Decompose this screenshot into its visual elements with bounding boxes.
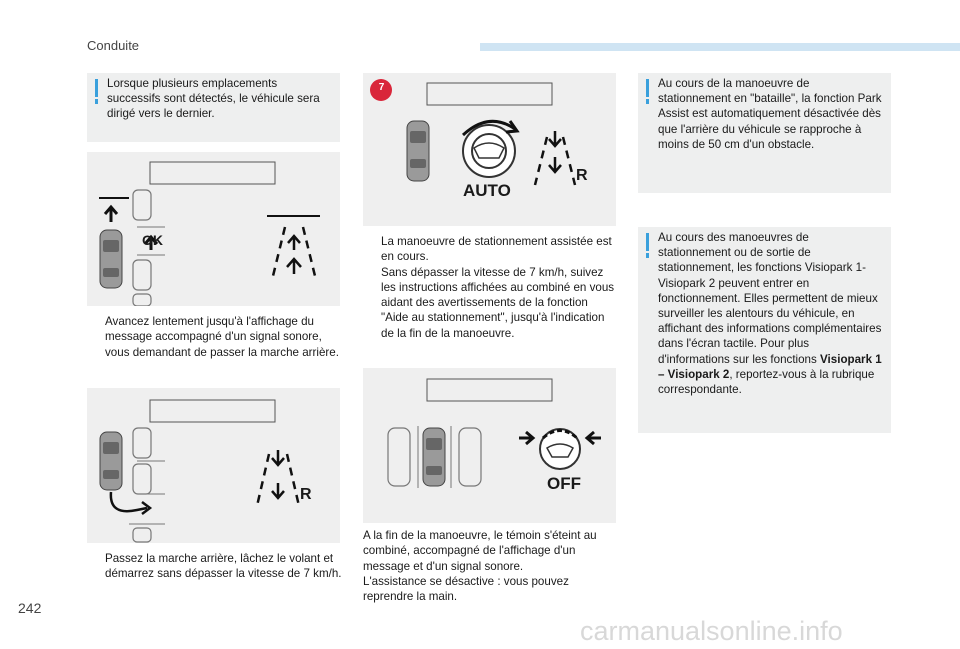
note-text-main: Au cours des manoeuvres de stationnement ou de sortie de stationnement, les fonctions Visiopark 1- Visiopark 2 peuvent entrer en fonctionnement. Elles permettent de mieux surveiller les alentours du véhicule, en affichant des informations complémentaires dans l'écran tactile. (658, 231, 882, 351)
note-text (658, 230, 883, 397)
note-text: Au cours de la manoeuvre de stationnement en "bataille", la fonction Park Assist est automatiquement désactivée dès que l'arrière du véhicule se rapproche à moins de 50 cm d'un obstacle. (658, 77, 882, 151)
step-text: Avancez lentement jusqu'à l'affichage du message accompagné d'un signal sonore, vous demandant de passer la marche arrière. (105, 315, 339, 359)
note-text: Lorsque plusieurs emplacements successifs sont détectés, le véhicule sera dirigé vers le dernier. (107, 77, 320, 121)
illustration-auto-steering (363, 73, 616, 226)
reverse-r-label: R (300, 486, 312, 503)
info-note-visiopark (638, 227, 891, 433)
step-text: Passez la marche arrière, lâchez le volant et démarrez sans dépasser la vitesse de 7 km/h. (105, 552, 342, 581)
info-icon-dot (646, 99, 649, 104)
note-text-end: , reportez-vous à la rubrique correspondante. (658, 367, 875, 397)
off-label: OFF (547, 474, 581, 493)
info-icon (646, 233, 649, 251)
step-number-badge: 7 (378, 82, 385, 93)
page-number: 242 (18, 600, 42, 616)
illustration-forward-ok (87, 152, 340, 306)
watermark: carmanualsonline.info (580, 616, 843, 646)
end-text-resume: L'assistance se désactive : vous pouvez reprendre la main. (363, 574, 569, 604)
end-of-maneuver-text (363, 528, 618, 604)
info-icon-dot (646, 253, 649, 258)
note-text-bold: Visiopark 1 – Visiopark 2 (658, 352, 882, 381)
illustration-reverse (87, 388, 340, 543)
info-icon (95, 79, 98, 97)
ok-label: OK (142, 232, 163, 248)
illustration-off (363, 368, 616, 523)
section-title: Conduite (87, 38, 140, 53)
info-icon-dot (95, 99, 98, 104)
info-note-battle-parking (638, 73, 891, 193)
step-text-detail: Sans dépasser la vitesse de 7 km/h, suivez les instructions affichées au combiné en vous aidant des avertissements de la fonction "Aide au stationnement", jusqu'à l'indication de la fin de la manoeuvre. (381, 265, 615, 340)
info-icon (646, 79, 649, 97)
auto-label: AUTO (463, 181, 511, 200)
end-text: A la fin de la manoeuvre, le témoin s'éteint au combiné, accompagné de l'affichage d'un message et d'un signal sonore. (363, 529, 597, 573)
bullet-icon (363, 234, 381, 341)
bullet-icon (87, 551, 105, 582)
reverse-r-label: R (576, 167, 588, 184)
note-text-ref: Pour plus d'informations sur les fonctions (658, 337, 821, 366)
bullet-icon (87, 314, 105, 360)
header-bar (480, 43, 960, 51)
step-reverse-instruction (87, 551, 345, 582)
step-text: La manoeuvre de stationnement assistée est en cours. (381, 235, 612, 264)
step-maneuver-in-progress (363, 234, 618, 341)
step-forward-instruction (87, 314, 345, 360)
info-note-multiple-spaces (87, 73, 340, 142)
